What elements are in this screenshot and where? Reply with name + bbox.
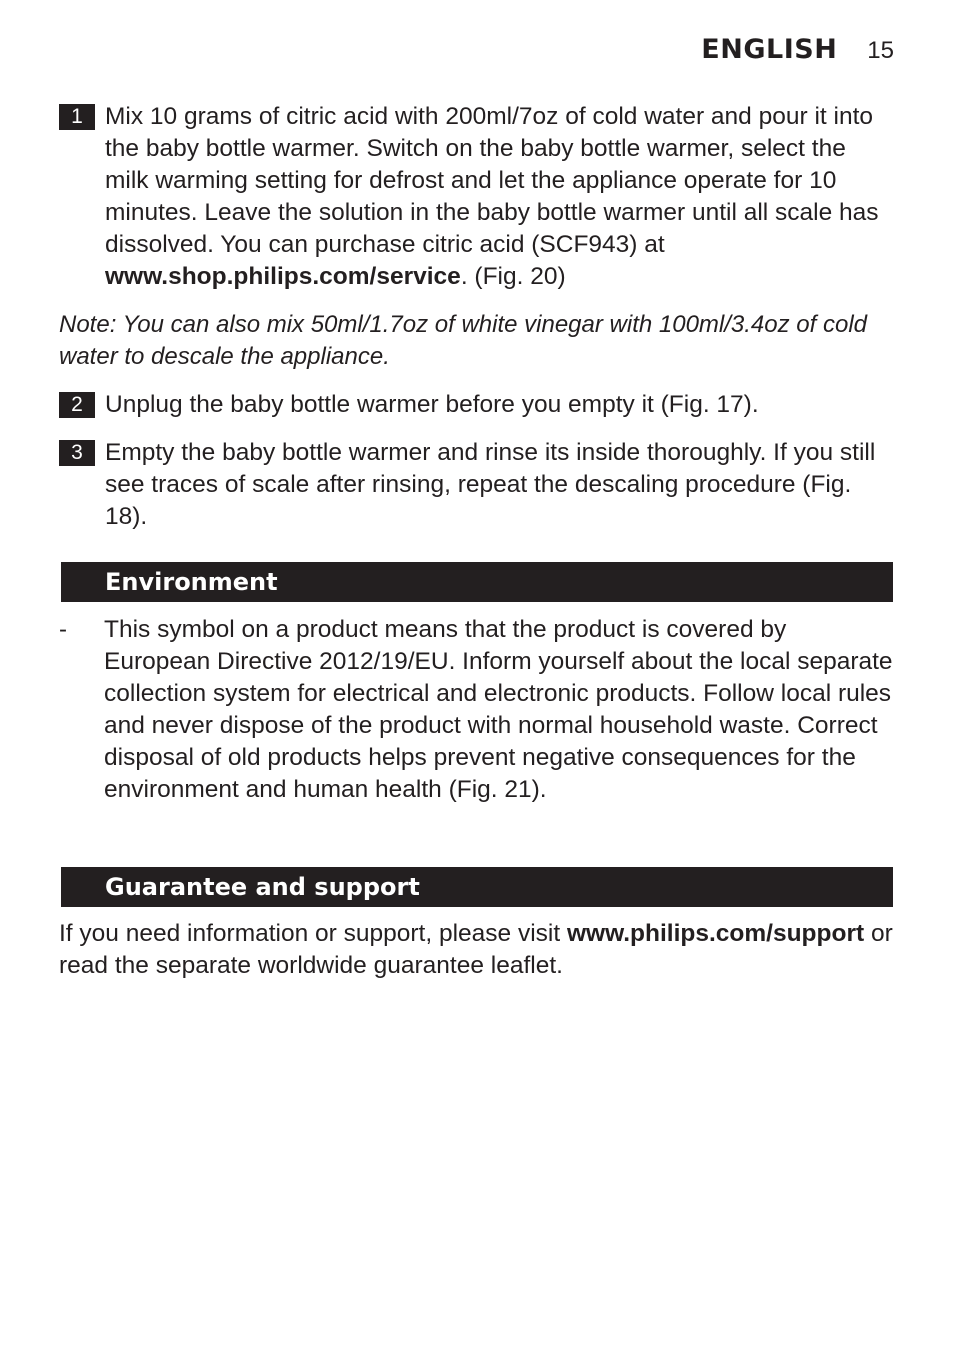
guarantee-text — [59, 918, 893, 982]
page-header — [701, 34, 894, 65]
step-2 — [59, 389, 893, 421]
page-number: 15 — [867, 37, 894, 64]
shop-link[interactable]: www.shop.philips.com/service — [105, 263, 461, 290]
step-3 — [59, 437, 893, 533]
step-text-part: . (Fig. 20) — [460, 263, 566, 290]
step-text: Empty the baby bottle warmer and rinse its inside thoroughly. If you still see traces of scale after rinsing, repeat the descaling procedure (Fig. 18). — [105, 439, 876, 530]
language-label: ENGLISH — [701, 34, 838, 65]
note — [59, 309, 893, 373]
bullet-dash: - — [59, 616, 67, 643]
step-text: Unplug the baby bottle warmer before you empty it (Fig. 17). — [105, 391, 759, 418]
section-header-environment — [61, 562, 893, 602]
step-number-badge: 1 — [59, 104, 95, 130]
section-header-guarantee — [61, 867, 893, 907]
environment-text: This symbol on a product means that the product is covered by European Directive 2012/19/EU. Inform yourself about the local separate collection system for electrical and electronic products. Follow local rules and never dispose of the product with normal household waste. Correct disposal of old products helps prevent negative consequences for the environment and human health (Fig. 21). — [104, 616, 893, 803]
note-text: Note: You can also mix 50ml/1.7oz of white vinegar with 100ml/3.4oz of cold water to descale the appliance. — [59, 311, 867, 370]
support-link[interactable]: www.philips.com/support — [566, 920, 865, 947]
guarantee-paragraph — [59, 918, 893, 982]
step-1 — [59, 101, 893, 293]
section-title: Guarantee and support — [105, 873, 420, 901]
step-text-part: Mix 10 grams of citric acid with 200ml/7oz of cold water and pour it into the baby bottle warmer. Switch on the baby bottle warmer, select the milk warming setting for defrost and let the appliance operate for 10 minutes. Leave the solution in the baby bottle warmer until all scale has dissolved. You can purchase citric acid (SCF943) at — [105, 103, 879, 258]
step-text — [105, 101, 893, 293]
section-title: Environment — [105, 568, 278, 596]
guarantee-text-part: If you need information or support, please visit — [59, 920, 567, 947]
guarantee-text-part: or read the separate worldwide guarantee leaflet. — [59, 920, 893, 979]
environment-bullet — [59, 614, 893, 806]
step-number-badge: 3 — [59, 440, 95, 466]
step-number-badge: 2 — [59, 392, 95, 418]
